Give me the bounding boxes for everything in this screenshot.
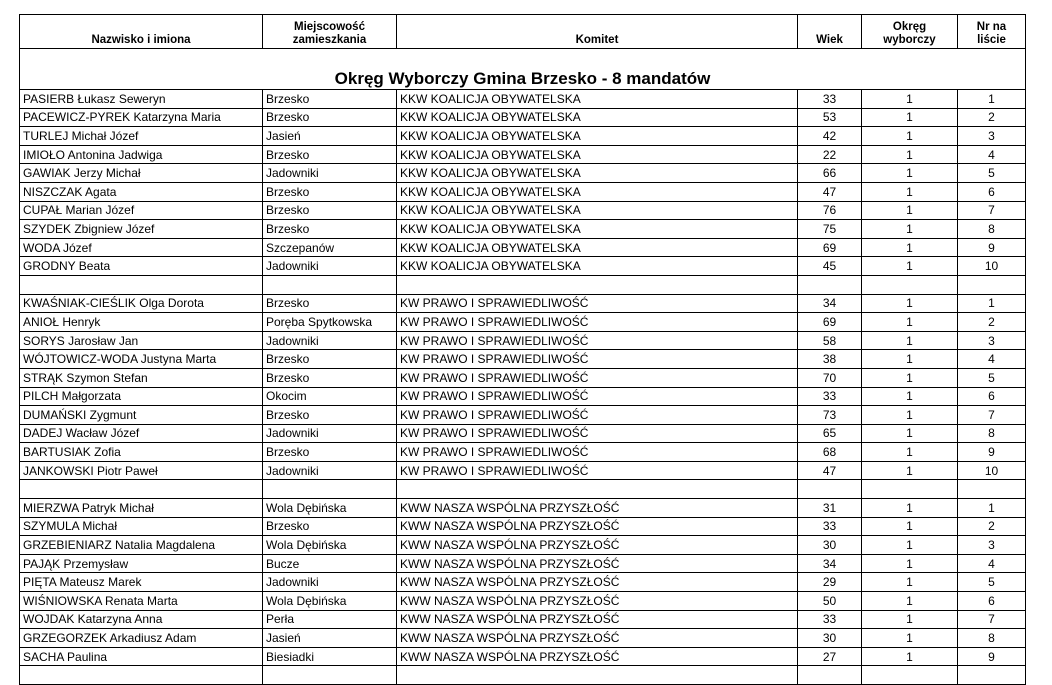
cell-committee: KW PRAWO I SPRAWIEDLIWOŚĆ <box>397 368 798 387</box>
cell-place: Brzesko <box>263 350 397 369</box>
cell-name: TURLEJ Michał Józef <box>20 127 263 146</box>
cell-committee: KW PRAWO I SPRAWIEDLIWOŚĆ <box>397 461 798 480</box>
cell-name: SZYDEK Zbigniew Józef <box>20 220 263 239</box>
cell-age: 66 <box>798 164 862 183</box>
cell-place: Brzesko <box>263 201 397 220</box>
cell-list-number: 1 <box>958 294 1026 313</box>
table-row <box>20 127 1026 146</box>
cell-place: Brzesko <box>263 108 397 127</box>
cell-age: 53 <box>798 108 862 127</box>
cell-district: 1 <box>862 331 958 350</box>
empty-cell <box>862 666 958 685</box>
cell-district: 1 <box>862 201 958 220</box>
cell-district: 1 <box>862 443 958 462</box>
candidate-table <box>19 14 1026 685</box>
cell-age: 68 <box>798 443 862 462</box>
table-row <box>20 90 1026 109</box>
cell-list-number: 3 <box>958 536 1026 555</box>
cell-name: WÓJTOWICZ-WODA Justyna Marta <box>20 350 263 369</box>
cell-place: Jasień <box>263 127 397 146</box>
empty-cell <box>263 666 397 685</box>
table-row <box>20 406 1026 425</box>
header-place-line1: Miejscowość <box>294 21 365 33</box>
cell-name: NISZCZAK Agata <box>20 182 263 201</box>
cell-committee: KKW KOALICJA OBYWATELSKA <box>397 220 798 239</box>
cell-list-number: 4 <box>958 554 1026 573</box>
cell-committee: KWW NASZA WSPÓLNA PRZYSZŁOŚĆ <box>397 592 798 611</box>
cell-age: 70 <box>798 368 862 387</box>
table-row <box>20 294 1026 313</box>
cell-committee: KW PRAWO I SPRAWIEDLIWOŚĆ <box>397 387 798 406</box>
cell-place: Wola Dębińska <box>263 536 397 555</box>
cell-place: Jadowniki <box>263 461 397 480</box>
cell-district: 1 <box>862 127 958 146</box>
cell-age: 34 <box>798 554 862 573</box>
empty-cell <box>798 666 862 685</box>
cell-committee: KWW NASZA WSPÓLNA PRZYSZŁOŚĆ <box>397 554 798 573</box>
cell-committee: KW PRAWO I SPRAWIEDLIWOŚĆ <box>397 443 798 462</box>
table-row <box>20 573 1026 592</box>
cell-district: 1 <box>862 257 958 276</box>
cell-list-number: 6 <box>958 387 1026 406</box>
header-age: Wiek <box>798 15 862 49</box>
cell-district: 1 <box>862 406 958 425</box>
empty-cell <box>20 480 263 499</box>
header-district-line2: wyborczy <box>883 34 936 46</box>
cell-name: PIĘTA Mateusz Marek <box>20 573 263 592</box>
cell-list-number: 1 <box>958 499 1026 518</box>
cell-list-number: 7 <box>958 406 1026 425</box>
cell-age: 29 <box>798 573 862 592</box>
cell-name: PACEWICZ-PYREK Katarzyna Maria <box>20 108 263 127</box>
cell-district: 1 <box>862 108 958 127</box>
cell-list-number: 2 <box>958 313 1026 332</box>
table-row <box>20 424 1026 443</box>
cell-age: 69 <box>798 238 862 257</box>
header-list-line1: Nr na <box>976 21 1007 33</box>
cell-age: 33 <box>798 517 862 536</box>
cell-age: 75 <box>798 220 862 239</box>
cell-place: Brzesko <box>263 368 397 387</box>
cell-list-number: 8 <box>958 424 1026 443</box>
table-row <box>20 257 1026 276</box>
empty-cell <box>958 275 1026 294</box>
cell-age: 45 <box>798 257 862 276</box>
cell-name: SACHA Paulina <box>20 647 263 666</box>
table-row <box>20 368 1026 387</box>
header-committee: Komitet <box>397 15 798 49</box>
cell-age: 22 <box>798 145 862 164</box>
cell-place: Brzesko <box>263 294 397 313</box>
table-row <box>20 517 1026 536</box>
cell-place: Jadowniki <box>263 164 397 183</box>
header-place-line2: zamieszkania <box>292 34 367 46</box>
cell-place: Biesiadki <box>263 647 397 666</box>
cell-age: 65 <box>798 424 862 443</box>
cell-committee: KW PRAWO I SPRAWIEDLIWOŚĆ <box>397 424 798 443</box>
header-district-line1: Okręg <box>892 21 927 33</box>
cell-district: 1 <box>862 182 958 201</box>
cell-place: Brzesko <box>263 443 397 462</box>
cell-age: 42 <box>798 127 862 146</box>
cell-committee: KW PRAWO I SPRAWIEDLIWOŚĆ <box>397 294 798 313</box>
cell-age: 47 <box>798 461 862 480</box>
cell-age: 47 <box>798 182 862 201</box>
cell-committee: KKW KOALICJA OBYWATELSKA <box>397 90 798 109</box>
cell-place: Wola Dębińska <box>263 499 397 518</box>
cell-place: Brzesko <box>263 90 397 109</box>
cell-district: 1 <box>862 610 958 629</box>
cell-age: 58 <box>798 331 862 350</box>
cell-district: 1 <box>862 629 958 648</box>
cell-place: Szczepanów <box>263 238 397 257</box>
cell-district: 1 <box>862 554 958 573</box>
table-row <box>20 647 1026 666</box>
cell-list-number: 9 <box>958 443 1026 462</box>
cell-list-number: 5 <box>958 164 1026 183</box>
cell-place: Okocim <box>263 387 397 406</box>
cell-name: MIERZWA Patryk Michał <box>20 499 263 518</box>
cell-name: ANIOŁ Henryk <box>20 313 263 332</box>
cell-age: 34 <box>798 294 862 313</box>
cell-district: 1 <box>862 313 958 332</box>
cell-committee: KWW NASZA WSPÓLNA PRZYSZŁOŚĆ <box>397 499 798 518</box>
table-row <box>20 313 1026 332</box>
table-row <box>20 145 1026 164</box>
cell-age: 33 <box>798 90 862 109</box>
cell-list-number: 9 <box>958 647 1026 666</box>
separator-row <box>20 480 1026 499</box>
cell-district: 1 <box>862 647 958 666</box>
table-row <box>20 536 1026 555</box>
cell-name: WIŚNIOWSKA Renata Marta <box>20 592 263 611</box>
table-row <box>20 629 1026 648</box>
cell-committee: KWW NASZA WSPÓLNA PRZYSZŁOŚĆ <box>397 536 798 555</box>
cell-district: 1 <box>862 387 958 406</box>
cell-list-number: 5 <box>958 368 1026 387</box>
cell-district: 1 <box>862 517 958 536</box>
cell-list-number: 3 <box>958 127 1026 146</box>
empty-cell <box>397 666 798 685</box>
cell-district: 1 <box>862 350 958 369</box>
district-title-row <box>20 49 1026 90</box>
cell-name: PAJĄK Przemysław <box>20 554 263 573</box>
cell-list-number: 3 <box>958 331 1026 350</box>
table-row <box>20 461 1026 480</box>
header-list-line2: liście <box>977 34 1006 46</box>
cell-list-number: 2 <box>958 108 1026 127</box>
cell-place: Brzesko <box>263 145 397 164</box>
cell-name: WODA Józef <box>20 238 263 257</box>
cell-committee: KWW NASZA WSPÓLNA PRZYSZŁOŚĆ <box>397 573 798 592</box>
empty-cell <box>397 275 798 294</box>
cell-district: 1 <box>862 238 958 257</box>
cell-name: GAWIAK Jerzy Michał <box>20 164 263 183</box>
cell-list-number: 1 <box>958 90 1026 109</box>
table-row <box>20 331 1026 350</box>
cell-committee: KW PRAWO I SPRAWIEDLIWOŚĆ <box>397 331 798 350</box>
cell-name: CUPAŁ Marian Józef <box>20 201 263 220</box>
cell-district: 1 <box>862 294 958 313</box>
cell-committee: KW PRAWO I SPRAWIEDLIWOŚĆ <box>397 406 798 425</box>
table-row <box>20 554 1026 573</box>
cell-age: 33 <box>798 387 862 406</box>
cell-name: STRĄK Szymon Stefan <box>20 368 263 387</box>
cell-list-number: 7 <box>958 610 1026 629</box>
empty-cell <box>862 480 958 499</box>
cell-district: 1 <box>862 368 958 387</box>
table-row <box>20 387 1026 406</box>
cell-committee: KKW KOALICJA OBYWATELSKA <box>397 238 798 257</box>
table-row <box>20 201 1026 220</box>
cell-committee: KKW KOALICJA OBYWATELSKA <box>397 145 798 164</box>
table-row <box>20 592 1026 611</box>
table-row <box>20 238 1026 257</box>
cell-place: Jadowniki <box>263 573 397 592</box>
cell-committee: KWW NASZA WSPÓLNA PRZYSZŁOŚĆ <box>397 647 798 666</box>
cell-list-number: 4 <box>958 145 1026 164</box>
cell-name: IMIOŁO Antonina Jadwiga <box>20 145 263 164</box>
cell-name: JANKOWSKI Piotr Paweł <box>20 461 263 480</box>
cell-place: Wola Dębińska <box>263 592 397 611</box>
separator-row <box>20 275 1026 294</box>
cell-age: 76 <box>798 201 862 220</box>
cell-name: PASIERB Łukasz Seweryn <box>20 90 263 109</box>
cell-name: WOJDAK Katarzyna Anna <box>20 610 263 629</box>
cell-district: 1 <box>862 573 958 592</box>
table-row <box>20 443 1026 462</box>
table-row <box>20 108 1026 127</box>
cell-place: Brzesko <box>263 406 397 425</box>
cell-place: Brzesko <box>263 182 397 201</box>
header-row <box>20 15 1026 49</box>
header-list-number <box>958 15 1026 49</box>
cell-place: Jadowniki <box>263 331 397 350</box>
header-place <box>263 15 397 49</box>
cell-name: DADEJ Wacław Józef <box>20 424 263 443</box>
cell-name: PILCH Małgorzata <box>20 387 263 406</box>
cell-age: 31 <box>798 499 862 518</box>
table-body <box>20 49 1026 685</box>
empty-cell <box>862 275 958 294</box>
table-row <box>20 182 1026 201</box>
cell-committee: KWW NASZA WSPÓLNA PRZYSZŁOŚĆ <box>397 629 798 648</box>
cell-name: BARTUSIAK Zofia <box>20 443 263 462</box>
cell-name: KWAŚNIAK-CIEŚLIK Olga Dorota <box>20 294 263 313</box>
cell-age: 69 <box>798 313 862 332</box>
empty-cell <box>958 666 1026 685</box>
cell-committee: KKW KOALICJA OBYWATELSKA <box>397 108 798 127</box>
cell-age: 27 <box>798 647 862 666</box>
cell-committee: KKW KOALICJA OBYWATELSKA <box>397 257 798 276</box>
candidate-list-sheet <box>19 14 1026 685</box>
cell-place: Jadowniki <box>263 424 397 443</box>
cell-list-number: 10 <box>958 257 1026 276</box>
cell-name: GRZEBIENIARZ Natalia Magdalena <box>20 536 263 555</box>
empty-cell <box>20 666 263 685</box>
cell-district: 1 <box>862 536 958 555</box>
cell-name: GRODNY Beata <box>20 257 263 276</box>
empty-cell <box>798 480 862 499</box>
empty-cell <box>20 275 263 294</box>
cell-place: Jasień <box>263 629 397 648</box>
table-row <box>20 499 1026 518</box>
cell-district: 1 <box>862 499 958 518</box>
cell-district: 1 <box>862 220 958 239</box>
cell-age: 33 <box>798 610 862 629</box>
cell-committee: KWW NASZA WSPÓLNA PRZYSZŁOŚĆ <box>397 517 798 536</box>
cell-age: 38 <box>798 350 862 369</box>
header-district <box>862 15 958 49</box>
empty-cell <box>958 480 1026 499</box>
cell-list-number: 8 <box>958 629 1026 648</box>
cell-district: 1 <box>862 90 958 109</box>
cell-name: DUMAŃSKI Zygmunt <box>20 406 263 425</box>
cell-list-number: 2 <box>958 517 1026 536</box>
table-row <box>20 220 1026 239</box>
cell-committee: KW PRAWO I SPRAWIEDLIWOŚĆ <box>397 350 798 369</box>
cell-list-number: 10 <box>958 461 1026 480</box>
empty-cell <box>798 275 862 294</box>
cell-district: 1 <box>862 592 958 611</box>
cell-place: Perła <box>263 610 397 629</box>
table-row <box>20 164 1026 183</box>
empty-cell <box>263 275 397 294</box>
separator-row <box>20 666 1026 685</box>
cell-age: 50 <box>798 592 862 611</box>
cell-list-number: 9 <box>958 238 1026 257</box>
cell-place: Bucze <box>263 554 397 573</box>
cell-age: 73 <box>798 406 862 425</box>
header-name: Nazwisko i imiona <box>20 15 263 49</box>
cell-committee: KWW NASZA WSPÓLNA PRZYSZŁOŚĆ <box>397 610 798 629</box>
cell-place: Brzesko <box>263 220 397 239</box>
cell-name: SZYMULA Michał <box>20 517 263 536</box>
cell-committee: KKW KOALICJA OBYWATELSKA <box>397 164 798 183</box>
table-row <box>20 610 1026 629</box>
cell-place: Poręba Spytkowska <box>263 313 397 332</box>
cell-list-number: 4 <box>958 350 1026 369</box>
cell-age: 30 <box>798 629 862 648</box>
cell-name: GRZEGORZEK Arkadiusz Adam <box>20 629 263 648</box>
cell-list-number: 7 <box>958 201 1026 220</box>
cell-district: 1 <box>862 164 958 183</box>
cell-committee: KKW KOALICJA OBYWATELSKA <box>397 182 798 201</box>
cell-district: 1 <box>862 461 958 480</box>
empty-cell <box>263 480 397 499</box>
cell-list-number: 5 <box>958 573 1026 592</box>
cell-committee: KKW KOALICJA OBYWATELSKA <box>397 127 798 146</box>
cell-place: Brzesko <box>263 517 397 536</box>
cell-committee: KW PRAWO I SPRAWIEDLIWOŚĆ <box>397 313 798 332</box>
cell-district: 1 <box>862 145 958 164</box>
cell-name: SORYS Jarosław Jan <box>20 331 263 350</box>
cell-place: Jadowniki <box>263 257 397 276</box>
cell-list-number: 6 <box>958 592 1026 611</box>
cell-list-number: 6 <box>958 182 1026 201</box>
district-title: Okręg Wyborczy Gmina Brzesko - 8 mandatów <box>20 49 1026 90</box>
cell-list-number: 8 <box>958 220 1026 239</box>
table-row <box>20 350 1026 369</box>
cell-district: 1 <box>862 424 958 443</box>
cell-age: 30 <box>798 536 862 555</box>
cell-committee: KKW KOALICJA OBYWATELSKA <box>397 201 798 220</box>
empty-cell <box>397 480 798 499</box>
